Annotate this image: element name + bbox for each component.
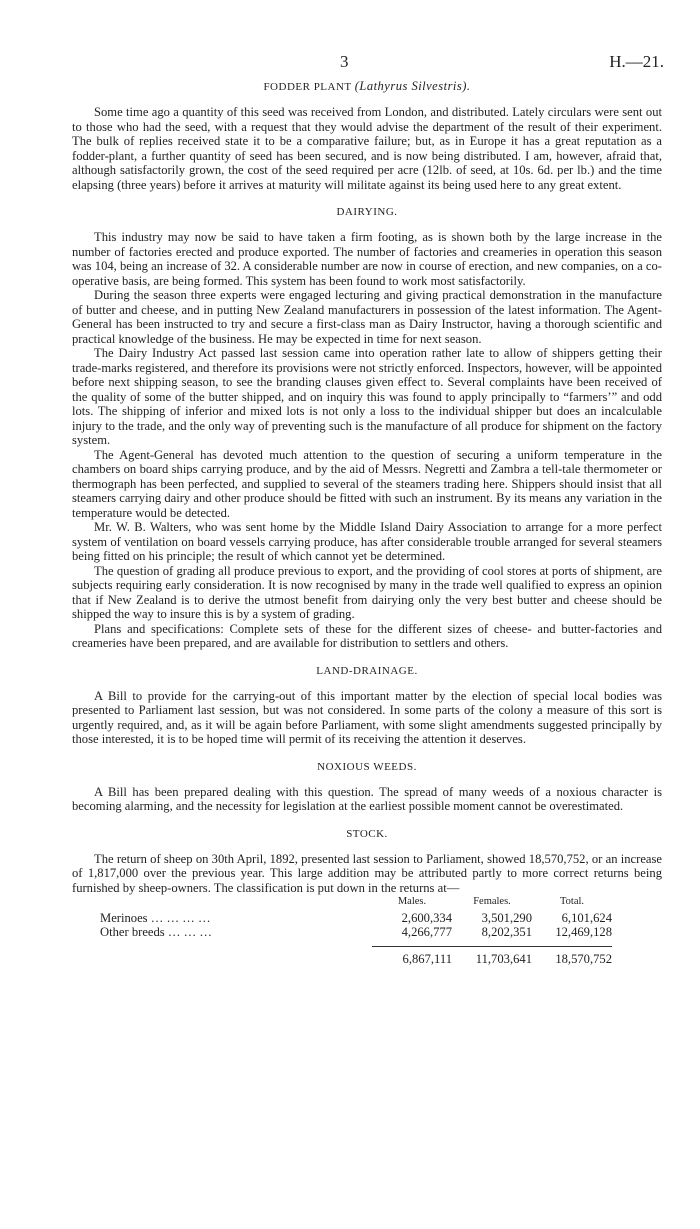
section-noxious-weeds xyxy=(72,785,662,814)
page-number: 3 xyxy=(340,52,349,71)
table-header-row xyxy=(100,895,612,911)
column-header: Total. xyxy=(559,896,585,907)
cell-total: 6,101,624 xyxy=(561,910,612,925)
paragraph: The Dairy Industry Act passed last session came into operation rather late to allow of shippers getting their trade-marks registered, and therefore its provisions were not strictly enforced. Inspectors, however, will be appointed before next shipping season, to see the branding clauses given effect to. Several complaints have been received of the quality of some of the butter shipped, and on inquiry this was found to apply principally to “farmers’” and odd lots. The shipping of inferior and mixed lots is not only a loss to the individual shipper but does an incalculable injury to the trade, and the only way of preventing such is the manufacture of all produce for shipment on the factory system. xyxy=(72,346,662,447)
document-reference: H.—21. xyxy=(609,52,664,71)
cell-females: 3,501,290 xyxy=(481,910,532,925)
heading-dairying: DAIRYING. xyxy=(336,206,398,218)
heading-stock: STOCK. xyxy=(346,827,388,840)
heading-fodder-latin: (Lathyrus Silvestris). xyxy=(354,79,471,93)
paragraph: The Agent-General has devoted much attention to the question of securing a uniform temperature in the chambers on board ships carrying produce, and by the aid of Messrs. Negretti and Zambra a tell-tale thermometer or thermograph has been perfected, and supplied to several of the steamers trading here. Shippers should insist that all steamers carrying dairy and other produce should be fitted with such an instrument. By its means any variation in the temperature would be detected. xyxy=(72,447,662,520)
cell-total: 12,469,128 xyxy=(555,925,612,939)
section-land-drainage xyxy=(72,689,662,747)
paragraph: Plans and specifications: Complete sets of these for the different sizes of cheese- and butter-factories and creameries have been prepared, and are available for distribution to settlers and others. xyxy=(72,621,662,650)
row-label: Other breeds … … … xyxy=(100,925,212,939)
paragraph: A Bill to provide for the carrying-out of this important matter by the election of special local bodies was presented to Parliament last session, but was not considered. In some parts of the colony a measure of this sort is urgently required, and, as it will be again before Parliament, with some slight amendments suggested principally by those interested, it is to be hoped time will permit of its receiving the attention it deserves. xyxy=(72,688,662,746)
section-stock xyxy=(72,852,662,896)
sheep-classification-table xyxy=(100,895,612,966)
cell-males: 2,600,334 xyxy=(401,910,452,925)
table-row xyxy=(100,925,612,940)
total-males: 6,867,111 xyxy=(372,946,452,966)
paragraph: The question of grading all produce previous to export, and the providing of cool stores at ports of shipment, are subjects requiring early consideration. It is now recognised by many in the trade well qualified to express an opinion that if New Zealand is to derive the utmost benefit from dairying only the very best butter and cheese should be shipped the way to insure this is by a system of grading. xyxy=(72,563,662,621)
table-total-row xyxy=(100,946,612,966)
cell-males: 4,266,777 xyxy=(401,925,452,939)
section-dairying xyxy=(72,230,662,651)
paragraph: Some time ago a quantity of this seed was received from London, and distributed. Lately circulars were sent out to those who had the seed, with a request that they would advise the department of the result of their experiment. The bulk of replies received state it to be a comparative failure; but, as in Europe it has a great reputation as a fodder-plant, a further quantity of seed has been secured, and is now being distributed. I am, however, afraid that, although satisfactorily grown, the cost of the seed required per acre (12lb. of seed, at 10s. 6d. per lb.) and the time elapsing (three years) before it arrives at maturity will militate against its being used here to any great extent. xyxy=(72,105,662,192)
column-header: Females. xyxy=(473,896,511,907)
row-label: Merinoes … … … … xyxy=(100,910,211,925)
document-page xyxy=(72,52,662,966)
paragraph: A Bill has been prepared dealing with this question. The spread of many weeds of a noxious character is becoming alarming, and the necessity for legislation at the earliest possible moment cannot be overestimated. xyxy=(72,784,662,813)
heading-land-drainage: LAND-DRAINAGE. xyxy=(316,664,418,677)
table-row xyxy=(100,911,612,926)
heading-fodder-plant xyxy=(72,78,662,95)
total-females: 11,703,641 xyxy=(452,946,532,966)
page-header xyxy=(72,52,662,78)
section-fodder xyxy=(72,105,662,192)
heading-noxious-weeds: NOXIOUS WEEDS. xyxy=(317,760,417,773)
paragraph: The return of sheep on 30th April, 1892, presented last session to Parliament, showed 18,570,752, or an increase of 1,817,000 over the previous year. This large addition may be attributed partly to more correct returns being furnished by sheep-owners. The classification is put down in the returns at— xyxy=(72,851,662,895)
paragraph: Mr. W. B. Walters, who was sent home by the Middle Island Dairy Association to arrange for a more perfect system of ventilation on board vessels carrying produce, has after considerable trouble arranged for several steamers being fitted on his principle; the result of which cannot yet be determined. xyxy=(72,520,662,563)
column-header: Males. xyxy=(397,896,427,907)
paragraph: This industry may now be said to have taken a firm footing, as is shown both by the large increase in the number of factories erected and produce exported. The number of factories and creameries in operation this season was 104, being an increase of 32. A considerable number are now in course of erection, and new companies, on a co-operative basis, are being formed. This system has been found to work most satisfactorily. xyxy=(72,230,662,288)
heading-fodder-prefix: FODDER PLANT xyxy=(263,81,352,93)
paragraph: During the season three experts were engaged lecturing and giving practical demonstration in the manufacture of butter and cheese, and in putting New Zealand manufacturers in possession of the latest information. The Agent-General has been instructed to try and secure a first-class man as Dairy Instructor, having a thorough scientific and practical knowledge of the business. He may be expected in time for next season. xyxy=(72,288,662,346)
total-all: 18,570,752 xyxy=(532,946,612,966)
cell-females: 8,202,351 xyxy=(481,925,532,939)
